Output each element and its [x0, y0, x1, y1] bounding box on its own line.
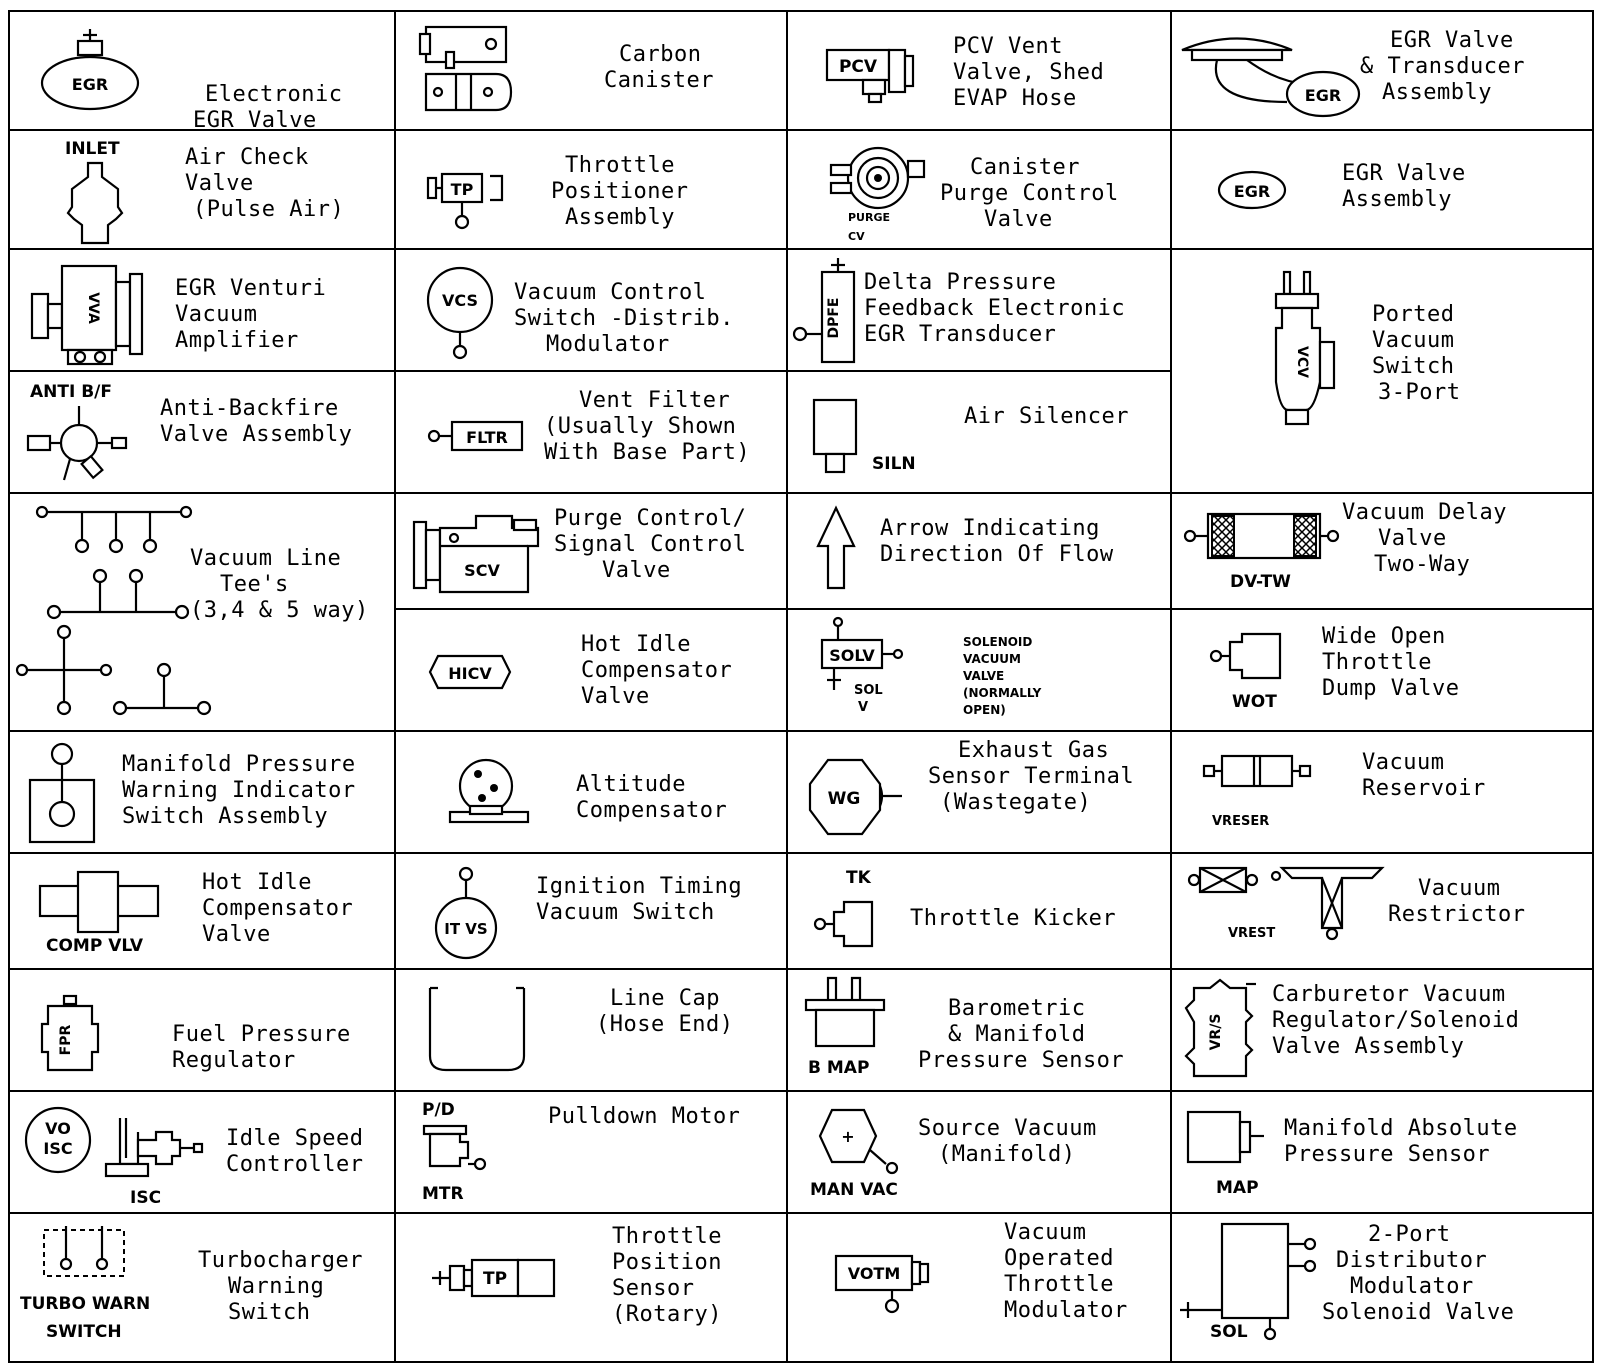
label-hot-idle-compensator-valve-2: Hot Idle Compensator Valve [202, 870, 354, 947]
cell-air-check-valve [8, 129, 396, 250]
label-vacuum-line-tees: Vacuum Line Tee's (3,4 & 5 way) [190, 546, 369, 623]
label-vacuum-operated-throttle-modulator: Vacuum Operated Throttle Modulator [1004, 1220, 1128, 1323]
purge-cv-icon [823, 143, 933, 213]
label-manifold-pressure-warning-switch: Manifold Pressure Warning Indicator Switch Assembly [122, 752, 356, 829]
cell-egr-venturi-vacuum-amplifier [8, 248, 396, 372]
air-check-valve-icon [60, 159, 130, 247]
cell-vacuum-control-switch [394, 248, 788, 372]
svg-text:ISC: ISC [43, 1139, 73, 1158]
cell-purge-signal-control-valve [394, 492, 788, 610]
label-delta-pressure-feedback: Delta Pressure Feedback Electronic EGR Transducer [864, 270, 1126, 347]
altitude-icon [448, 754, 538, 834]
cell-two-port-distributor-modulator [1170, 1212, 1594, 1363]
label-egr-valve-transducer: EGR Valve & Transducer Assembly [1360, 28, 1525, 105]
wot-icon [1208, 628, 1288, 688]
vrest-tag: VREST [1228, 926, 1276, 941]
dv-tw-tag: DV-TW [1230, 572, 1291, 592]
cell-vent-filter [394, 370, 788, 494]
svg-text:VO: VO [45, 1119, 71, 1138]
label-air-silencer: Air Silencer [964, 404, 1129, 429]
cell-vacuum-delay-valve [1170, 492, 1594, 610]
label-altitude-compensator: Altitude Compensator [576, 772, 728, 823]
purge-cv-tag: PURGE CV [848, 211, 891, 243]
label-arrow-direction-of-flow: Arrow Indicating Direction Of Flow [880, 516, 1114, 567]
label-line-cap: Line Cap (Hose End) [596, 986, 734, 1037]
cell-canister-purge-control-valve [786, 129, 1172, 250]
cell-idle-speed-controller [8, 1090, 396, 1214]
tp-positioner-icon [426, 166, 526, 236]
fltr-icon [426, 412, 536, 462]
wg-icon [802, 756, 912, 846]
source-vacuum-icon [818, 1106, 918, 1186]
restrictor-icon [1186, 862, 1386, 942]
svg-text:FPR: FPR [58, 1024, 74, 1056]
cell-fuel-pressure-regulator [8, 968, 396, 1092]
inlet-tag: INLET [65, 139, 120, 159]
sol-tag: SOL [1210, 1322, 1248, 1342]
svg-text:VCS: VCS [442, 291, 478, 310]
svg-text:PCV: PCV [838, 57, 878, 77]
pulldown-motor-icon [420, 1122, 500, 1182]
cell-wide-open-throttle-dump-valve [1170, 608, 1594, 732]
cell-solenoid-vacuum-valve [786, 608, 1172, 732]
cell-carburetor-vacuum-regulator [1170, 968, 1594, 1092]
isc-icon [22, 1104, 212, 1194]
label-manifold-absolute-pressure-sensor: Manifold Absolute Pressure Sensor [1284, 1116, 1518, 1167]
egr-sensor-icon [35, 27, 145, 122]
siln-tag: SILN [872, 454, 916, 474]
vva-icon [28, 256, 158, 368]
wot-tag: WOT [1232, 692, 1277, 712]
cell-hot-idle-compensator-valve-2 [8, 852, 396, 970]
label-idle-speed-controller: Idle Speed Controller [226, 1126, 364, 1177]
turbo-warn-tag: TURBO WARN SWITCH [20, 1294, 151, 1342]
label-wide-open-throttle-dump-valve: Wide Open Throttle Dump Valve [1322, 624, 1460, 701]
label-air-check-valve: Air Check Valve (Pulse Air) [185, 145, 345, 222]
label-fuel-pressure-regulator: Fuel Pressure Regulator [172, 1022, 351, 1073]
tk-tag: TK [846, 868, 871, 888]
map-tag: MAP [1216, 1178, 1259, 1198]
cell-carbon-canister [394, 10, 788, 131]
label-vent-filter: Vent Filter (Usually Shown With Base Part) [544, 388, 751, 465]
pd-mtr-tag: P/D MTR [422, 1100, 464, 1204]
pressure-warning-icon [26, 738, 106, 848]
label-purge-signal-control-valve: Purge Control/ Signal Control Valve [554, 506, 747, 583]
silencer-icon [808, 396, 868, 486]
svg-text:VR/S: VR/S [1208, 1013, 1224, 1051]
label-throttle-positioner: Throttle Positioner Assembly [551, 153, 689, 230]
cell-vacuum-restrictor [1170, 852, 1594, 970]
cell-line-cap [394, 968, 788, 1092]
svg-text:IT VS: IT VS [444, 920, 488, 938]
cell-manifold-pressure-warning-switch [8, 730, 396, 854]
itvs-icon [432, 864, 512, 970]
cell-vacuum-reservoir [1170, 730, 1594, 854]
cell-pcv-vent-valve [786, 10, 1172, 131]
tees-icon [14, 498, 214, 728]
comp-vlv-icon [36, 868, 166, 938]
label-vacuum-reservoir: Vacuum Reservoir [1362, 750, 1486, 801]
anti-backfire-icon [24, 402, 134, 492]
cell-vacuum-line-tees [8, 492, 396, 732]
label-egr-venturi-vacuum-amplifier: EGR Venturi Vacuum Amplifier [175, 276, 327, 353]
hicv-icon [426, 650, 516, 700]
cell-egr-valve-assembly [1170, 129, 1594, 250]
cell-delta-pressure-feedback [786, 248, 1172, 372]
comp-vlv-tag: COMP VLV [46, 936, 144, 956]
svg-text:FLTR: FLTR [466, 428, 508, 447]
cell-pulldown-motor [394, 1090, 788, 1214]
svg-text:WG: WG [827, 789, 861, 809]
label-ported-vacuum-switch: Ported Vacuum Switch 3-Port [1372, 302, 1461, 405]
vrs-icon [1182, 980, 1262, 1080]
label-pcv-vent-valve: PCV Vent Valve, Shed EVAP Hose [953, 34, 1105, 111]
label-exhaust-gas-sensor-terminal: Exhaust Gas Sensor Terminal (Wastegate) [928, 738, 1135, 815]
cell-turbocharger-warning-switch [8, 1212, 396, 1363]
svg-text:EGR: EGR [1233, 182, 1271, 201]
label-barometric-manifold-pressure-sensor: Barometric & Manifold Pressure Sensor [918, 996, 1125, 1073]
two-port-sol-icon [1178, 1220, 1328, 1340]
cell-ignition-timing-vacuum-switch [394, 852, 788, 970]
cell-barometric-manifold-pressure-sensor [786, 968, 1172, 1092]
anti-bf-tag: ANTI B/F [30, 382, 113, 402]
canister-icon [416, 22, 526, 122]
egr-icon-text: EGR [71, 75, 109, 94]
svg-text:TP: TP [482, 1269, 508, 1289]
svg-text:VOTM: VOTM [847, 1264, 901, 1283]
cell-exhaust-gas-sensor-terminal [786, 730, 1172, 854]
label-turbocharger-warning-switch: Turbocharger Warning Switch [198, 1248, 363, 1325]
svg-text:VVA: VVA [85, 292, 101, 324]
bmap-icon [800, 974, 900, 1054]
svg-text:EGR: EGR [1304, 86, 1342, 105]
kicker-icon [812, 898, 882, 958]
svg-text:SOLV: SOLV [829, 646, 875, 665]
line-cap-icon [424, 982, 534, 1082]
solenoid-description: SOLENOID VACUUM VALVE (NORMALLY OPEN) [963, 635, 1042, 717]
label-hot-idle-compensator-valve: Hot Idle Compensator Valve [581, 632, 733, 709]
cell-altitude-compensator [394, 730, 788, 854]
egr-transducer-icon [1177, 22, 1362, 122]
plus-icon: + [841, 1127, 855, 1146]
cell-throttle-position-sensor [394, 1212, 788, 1363]
svg-text:DPFE: DPFE [826, 297, 842, 339]
cell-vacuum-operated-throttle-modulator [786, 1212, 1172, 1363]
flow-arrow-icon [816, 504, 866, 594]
label-throttle-position-sensor: Throttle Position Sensor (Rotary) [612, 1224, 722, 1327]
tp-sensor-icon [430, 1248, 580, 1308]
cell-anti-backfire-valve [8, 370, 396, 494]
label-carbon-canister: Carbon Canister [604, 42, 714, 93]
label-canister-purge-control-valve: Canister Purge Control Valve [940, 155, 1119, 232]
label-ignition-timing-vacuum-switch: Ignition Timing Vacuum Switch [536, 874, 743, 925]
cell-egr-valve-transducer [1170, 10, 1594, 131]
turbo-warn-icon [38, 1222, 138, 1292]
cell-air-silencer [786, 370, 1172, 494]
label-vacuum-control-switch: Vacuum Control Switch -Distrib. Modulator [514, 280, 734, 357]
sol-v-tag: SOL V [854, 683, 883, 715]
svg-text:TP: TP [450, 180, 474, 199]
dpfe-icon [792, 256, 862, 371]
cell-arrow-direction-of-flow [786, 492, 1172, 610]
svg-text:HICV: HICV [448, 664, 492, 683]
svg-text:VCV: VCV [1294, 346, 1310, 378]
delay-valve-icon [1182, 508, 1342, 568]
isc-tag: ISC [130, 1188, 162, 1208]
egr-assembly-icon [1212, 166, 1292, 216]
label-vacuum-delay-valve: Vacuum Delay Valve Two-Way [1342, 500, 1507, 577]
label-pulldown-motor: Pulldown Motor [548, 1104, 741, 1129]
label-egr-valve-assembly: EGR Valve Assembly [1342, 161, 1466, 212]
cell-throttle-positioner [394, 129, 788, 250]
cell-hot-idle-compensator-valve [394, 608, 788, 732]
man-vac-tag: MAN VAC [810, 1180, 898, 1200]
vcv-icon [1272, 270, 1362, 430]
cell-throttle-kicker [786, 852, 1172, 970]
svg-text:SCV: SCV [464, 561, 500, 580]
fpr-icon [40, 994, 100, 1084]
label-source-vacuum: Source Vacuum (Manifold) [918, 1116, 1097, 1167]
cell-egr-valve-position-sensor [8, 10, 396, 131]
pcv-icon [823, 40, 923, 110]
cell-manifold-absolute-pressure-sensor [1170, 1090, 1594, 1214]
label-egr-valve-position-sensor: Electronic EGR Valve [193, 82, 343, 131]
reservoir-icon [1202, 748, 1322, 798]
label-throttle-kicker: Throttle Kicker [910, 906, 1117, 931]
label-two-port-distributor-modulator: 2-Port Distributor Modulator Solenoid Valve [1322, 1222, 1515, 1325]
votm-icon [832, 1244, 952, 1324]
bmap-tag: B MAP [808, 1058, 870, 1078]
map-icon [1184, 1108, 1274, 1178]
vcs-icon [424, 262, 504, 362]
vreser-tag: VRESER [1212, 814, 1270, 829]
cell-source-vacuum [786, 1090, 1172, 1214]
label-carburetor-vacuum-regulator: Carburetor Vacuum Regulator/Solenoid Valve Assembly [1272, 982, 1520, 1059]
label-anti-backfire-valve: Anti-Backfire Valve Assembly [160, 396, 353, 447]
scv-icon [412, 508, 552, 598]
label-vacuum-restrictor: Vacuum Restrictor [1388, 876, 1526, 927]
symbol-legend-grid [8, 10, 1594, 1363]
cell-ported-vacuum-switch [1170, 248, 1594, 494]
